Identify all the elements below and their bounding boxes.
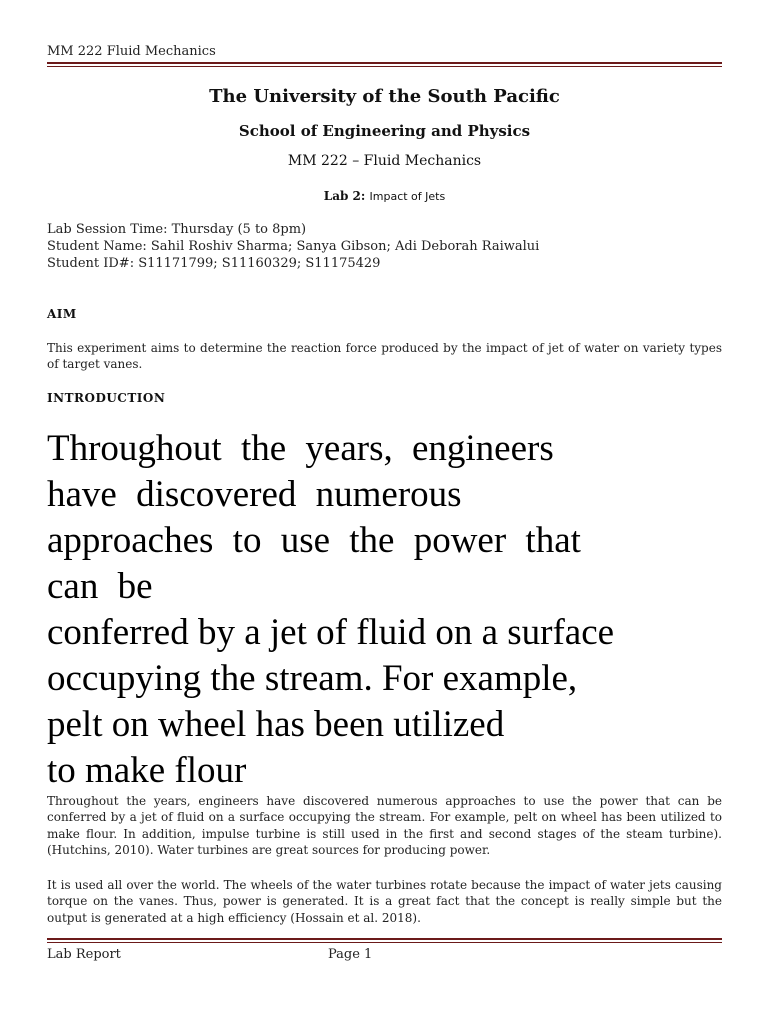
big-line: to make flour xyxy=(47,750,247,791)
session-time: Lab Session Time: Thursday (5 to 8pm) xyxy=(47,222,307,237)
introduction-heading: INTRODUCTION xyxy=(47,391,166,405)
big-line: Throughout the years, engineers xyxy=(47,428,554,469)
aim-text: This experiment aims to determine the reaction force produced by the impact of jet of water on variety types of target vanes. xyxy=(47,341,722,372)
big-line: can be xyxy=(47,566,153,607)
lab-subtitle: Impact of Jets xyxy=(369,190,446,203)
running-header: MM 222 Fluid Mechanics xyxy=(47,44,216,59)
page-number: Page 1 xyxy=(328,947,373,962)
big-line: approaches to use the power that xyxy=(47,520,581,561)
footer-label: Lab Report xyxy=(47,947,121,962)
big-line: pelt on wheel has been utilized xyxy=(47,704,505,745)
student-names: Student Name: Sahil Roshiv Sharma; Sanya Gibson; Adi Deborah Raiwalui xyxy=(47,239,540,254)
university-title: The University of the South Pacific xyxy=(209,86,560,107)
big-line: occupying the stream. For example, xyxy=(47,658,578,699)
course-title: MM 222 – Fluid Mechanics xyxy=(287,153,482,169)
lab-title xyxy=(47,189,722,203)
lab-label: Lab 2: xyxy=(323,189,366,203)
aim-heading: AIM xyxy=(47,307,77,321)
header-rule xyxy=(47,62,722,67)
enlarged-intro-text xyxy=(47,426,707,794)
big-line: have discovered numerous xyxy=(47,474,462,515)
school-title: School of Engineering and Physics xyxy=(238,122,531,140)
footer-rule xyxy=(47,938,722,943)
student-ids: Student ID#: S11171799; S11160329; S11175429 xyxy=(47,256,381,271)
intro-paragraph-1: Throughout the years, engineers have discovered numerous approaches to use the power that can be conferred by a jet of fluid on a surface occupying the stream. For example, pelt on wheel has been utilized to make flour. In addition, impulse turbine is still used in the first and second stages of the steam turbine). (Hutchins, 2010). Water turbines are great sources for producing power. xyxy=(47,794,722,857)
big-line: conferred by a jet of fluid on a surface xyxy=(47,612,615,653)
intro-paragraph-2: It is used all over the world. The wheels of the water turbines rotate because the impact of water jets causing torque on the vanes. Thus, power is generated. It is a great fact that the concept is really simple but the output is generated at a high efficiency (Hossain et al. 2018). xyxy=(47,878,722,925)
student-info xyxy=(47,221,539,272)
